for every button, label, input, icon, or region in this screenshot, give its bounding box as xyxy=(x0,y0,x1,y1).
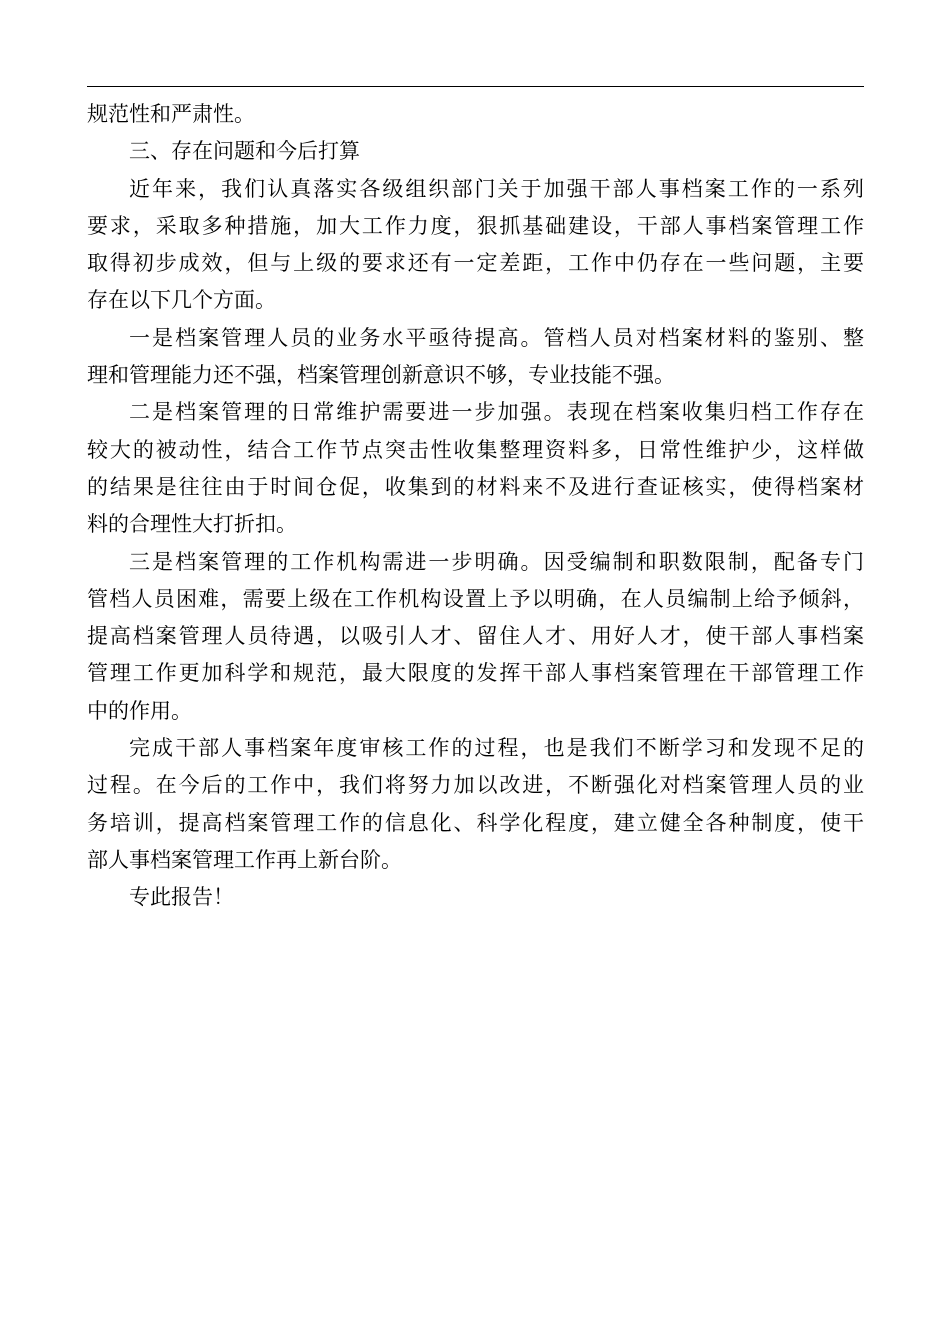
text-line: 的结果是往往由于时间仓促，收集到的材料来不及进行查证核实，使得档案材 xyxy=(87,474,864,499)
text-line: 完成干部人事档案年度审核工作的过程，也是我们不断学习和发现不足的 xyxy=(129,736,864,761)
text-line: 一是档案管理人员的业务水平亟待提高。管档人员对档案材料的鉴别、整 xyxy=(129,325,864,350)
text-line: 部人事档案管理工作再上新台阶。 xyxy=(87,847,402,872)
closing-line: 专此报告！ xyxy=(129,885,234,910)
text-line: 二是档案管理的日常维护需要进一步加强。表现在档案收集归档工作存在 xyxy=(129,400,864,425)
text-line: 管档人员困难，需要上级在工作机构设置上予以明确，在人员编制上给予倾斜， xyxy=(87,586,864,611)
text-line: 管理工作更加科学和规范，最大限度的发挥干部人事档案管理在干部管理工作 xyxy=(87,661,864,686)
text-line: 要求，采取多种措施，加大工作力度，狠抓基础建设，干部人事档案管理工作 xyxy=(87,213,864,238)
text-line: 近年来，我们认真落实各级组织部门关于加强干部人事档案工作的一系列 xyxy=(129,176,864,201)
text-line: 存在以下几个方面。 xyxy=(87,288,276,313)
document-body xyxy=(87,96,864,917)
header-rule xyxy=(87,86,864,87)
section-heading: 三、存在问题和今后打算 xyxy=(129,139,360,164)
text-line: 取得初步成效，但与上级的要求还有一定差距，工作中仍存在一些问题，主要 xyxy=(87,251,864,276)
text-line: 中的作用。 xyxy=(87,698,192,723)
text-line: 料的合理性大打折扣。 xyxy=(87,512,297,537)
text-line: 三是档案管理的工作机构需进一步明确。因受编制和职数限制，配备专门 xyxy=(129,549,864,574)
text-line: 务培训，提高档案管理工作的信息化、科学化程度，建立健全各种制度，使干 xyxy=(87,810,864,835)
text-line: 提高档案管理人员待遇，以吸引人才、留住人才、用好人才，使干部人事档案 xyxy=(87,624,864,649)
text-line: 理和管理能力还不强，档案管理创新意识不够，专业技能不强。 xyxy=(87,363,675,388)
text-line: 规范性和严肃性。 xyxy=(87,102,255,126)
text-line: 较大的被动性，结合工作节点突击性收集整理资料多，日常性维护少，这样做 xyxy=(87,437,864,462)
text-line: 过程。在今后的工作中，我们将努力加以改进，不断强化对档案管理人员的业 xyxy=(87,773,864,798)
